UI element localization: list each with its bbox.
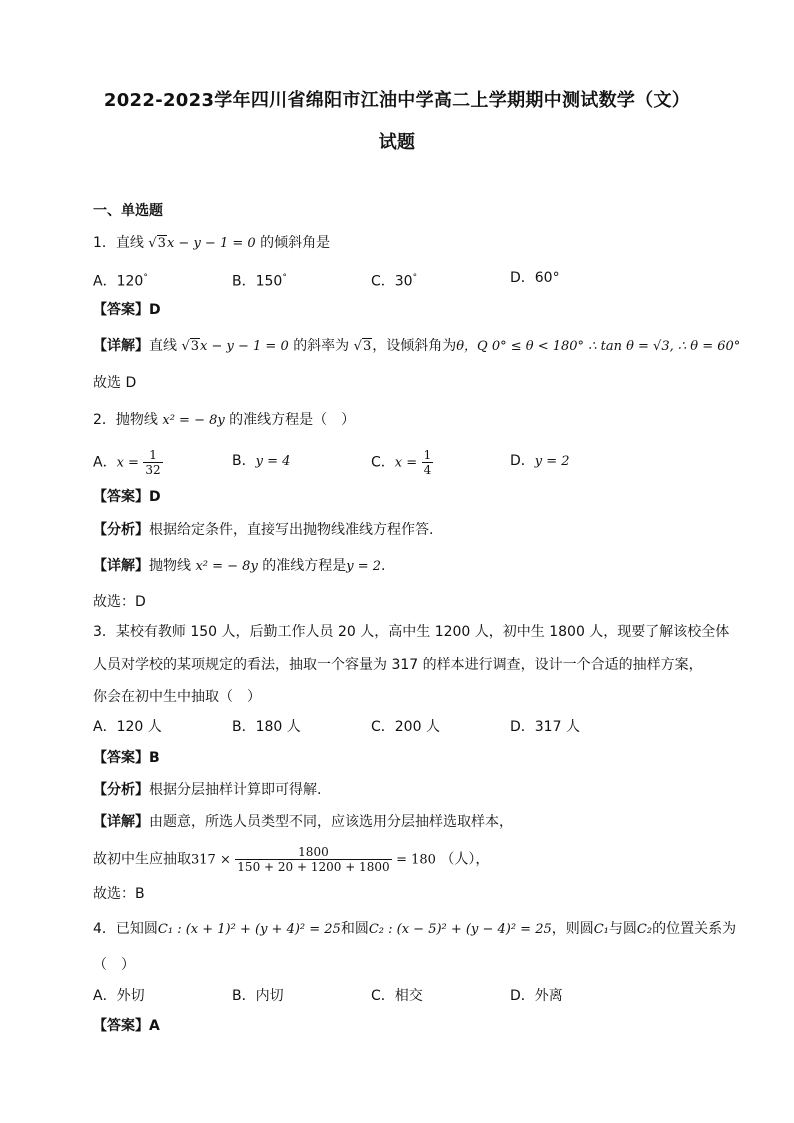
q3-conclusion: 故选：B xyxy=(93,886,145,902)
q2-option-d: D．y = 2 xyxy=(510,453,570,469)
question-3-line2: 人员对学校的某项规定的看法，抽取一个容量为 317 的样本进行调查，设计一个合适的抽样方案， xyxy=(93,657,703,673)
q2-answer: 【答案】D xyxy=(93,489,161,505)
q1-option-c: C．30° xyxy=(371,273,418,290)
document-title: 2022-2023学年四川省绵阳市江油中学高二上学期期中测试数学（文） xyxy=(103,90,691,111)
q2-detail: 【详解】抛物线 x² = − 8y 的准线方程是y = 2. xyxy=(93,558,386,574)
q2-option-c: C．x = $\frac{1}{4}$ xyxy=(371,448,432,477)
question-1 xyxy=(93,233,330,254)
q2-option-b: B．y = 4 xyxy=(232,453,291,469)
sqrt3-symbol: √3 xyxy=(148,236,166,251)
q1-option-a: A．120° xyxy=(93,273,148,290)
q1-option-d: D．60° xyxy=(510,270,560,286)
question-2: 2．抛物线 x² = − 8y 的准线方程是（ ） xyxy=(93,412,356,428)
q3-detail: 【详解】由题意，所选人员类型不同，应该选用分层抽样选取样本， xyxy=(93,814,513,830)
document-title-line2: 试题 xyxy=(378,132,416,153)
sqrt3-symbol: √3 xyxy=(181,339,200,354)
question-4: 4．已知圆C₁ : (x + 1)² + (y + 4)² = 25和圆C₂ : (x − 5)² + (y − 4)² = 25，则圆C₁与圆C₂的位置关系为 xyxy=(93,921,737,937)
question-4-line2: （ ） xyxy=(93,957,135,973)
q1-conclusion: 故选 D xyxy=(93,375,137,391)
q1-prefix: 1．直线 xyxy=(93,235,144,251)
q4-option-c: C．相交 xyxy=(371,988,423,1004)
q4-option-a: A．外切 xyxy=(93,988,145,1004)
q3-analysis: 【分析】根据分层抽样计算即可得解. xyxy=(93,782,322,798)
q1-detail: 【详解】直线 √3x − y − 1 = 0 的斜率为 √3，设倾斜角为θ，Q 0° ≤ θ < 180° ∴ tan θ = √3, ∴ θ = 60° xyxy=(93,338,741,354)
q2-conclusion: 故选：D xyxy=(93,594,146,610)
q1-answer: 【答案】D xyxy=(93,302,161,318)
q4-answer: 【答案】A xyxy=(93,1018,160,1034)
sqrt3-symbol: √3 xyxy=(353,339,372,354)
section-heading: 一、单选题 xyxy=(93,203,163,219)
q3-calculation: 故初中生应抽取317 × $\frac{1800}{150 + 20 + 1200 + 1800}$ = 180 （人）， xyxy=(93,845,490,874)
q1-option-b: B．150° xyxy=(232,273,287,290)
question-3-line3: 你会在初中生中抽取（ ） xyxy=(93,689,261,705)
q1-suffix: 的倾斜角是 xyxy=(260,235,331,251)
q2-analysis: 【分析】根据给定条件，直接写出抛物线准线方程作答. xyxy=(93,522,434,538)
q1-expr: x − y − 1 = 0 xyxy=(166,236,256,251)
question-3-line1: 3．某校有教师 150 人，后勤工作人员 20 人，高中生 1200 人，初中生 1800 人，现要了解该校全体 xyxy=(93,624,730,640)
q3-option-c: C．200 人 xyxy=(371,719,440,735)
q3-option-a: A．120 人 xyxy=(93,719,162,735)
q4-option-d: D．外离 xyxy=(510,988,563,1004)
q3-option-d: D．317 人 xyxy=(510,719,580,735)
q3-answer: 【答案】B xyxy=(93,750,160,766)
q3-option-b: B．180 人 xyxy=(232,719,301,735)
q4-option-b: B．内切 xyxy=(232,988,284,1004)
q2-option-a: A．x = $\frac{1}{32}$ xyxy=(93,448,161,477)
